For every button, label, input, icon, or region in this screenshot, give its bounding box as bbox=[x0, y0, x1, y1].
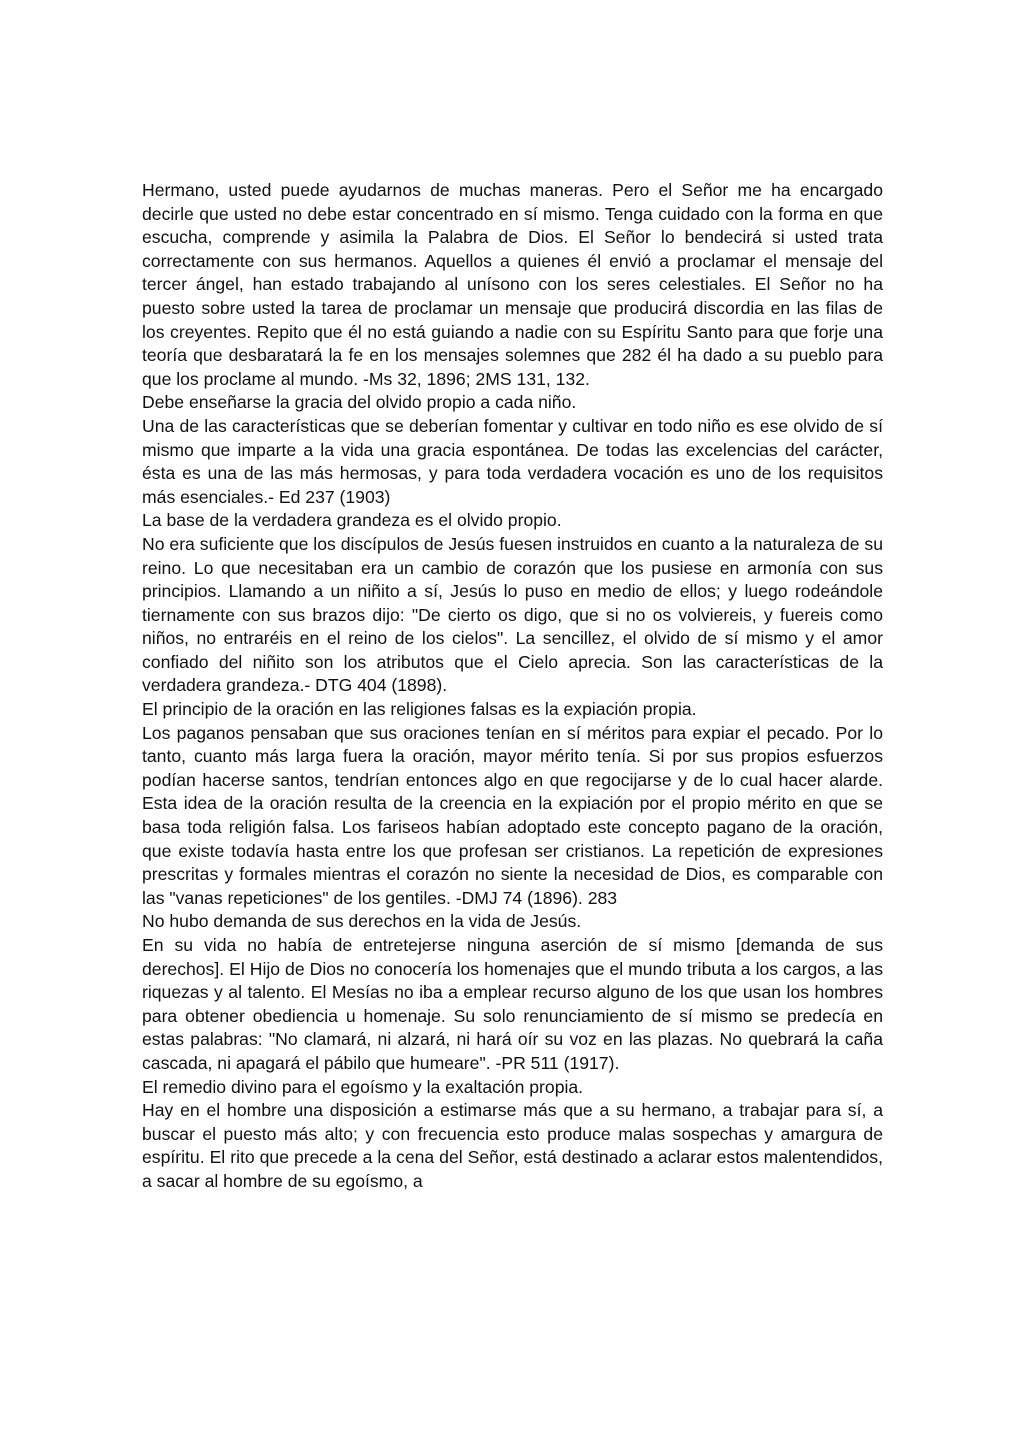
paragraph-disposition: Hay en el hombre una disposición a estimarse más que a su hermano, a trabajar para sí, a buscar el puesto más alto; y con frecuencia esto produce malas sospechas y amargura de espíritu. El rito que precede a la cena del Señor, está destinado a aclarar estos malentendidos, a sacar al hombre de su egoísmo, a bbox=[142, 1100, 883, 1191]
heading-true-greatness: La base de la verdadera grandeza es el olvido propio. bbox=[142, 510, 562, 531]
paragraph-life-of-jesus: En su vida no había de entretejerse ninguna aserción de sí mismo [demanda de sus derechos]. El Hijo de Dios no conocería los homenajes que el mundo tributa a los cargos, a las riquezas y al talento. El Mesías no iba a emplear recurso alguno de los que usan los hombres para obtener obediencia u homenaje. Su solo renunciamiento de sí mismo se predecía en estas palabras: "No clamará, ni alzará, ni hará oír su voz en las plazas. No quebrará la caña cascada, ni apagará el pábilo que humeare". -PR 511 (1917). bbox=[142, 935, 883, 1073]
paragraph-pagan-prayers: Los paganos pensaban que sus oraciones tenían en sí méritos para expiar el pecado. Por lo tanto, cuanto más larga fuera la oración, mayor mérito tenía. Si por sus propios esfuerzos podían hacerse santos, tendrían entonces algo en que regocijarse y de lo cual hacer alarde. Esta idea de la oración resulta de la creencia en la expiación por el propio mérito en que se basa toda religión falsa. Los fariseos habían adoptado este concepto pagano de la oración, que existe todavía hasta entre los que profesan ser cristianos. La repetición de expresiones prescritas y formales mientras el corazón no siente la necesidad de Dios, es comparable con las "vanas repeticiones" de los gentiles. -DMJ 74 (1896). 283 bbox=[142, 722, 883, 908]
paragraph-disciples: No era suficiente que los discípulos de Jesús fuesen instruidos en cuanto a la naturaleza de su reino. Lo que necesitaban era un cambio de corazón que los pusiese en armonía con sus principios. Llamando a un niñito a sí, Jesús lo puso en medio de ellos; y luego rodeándole tiernamente con sus brazos dijo: "De cierto os digo, que si no os volviereis, y fuereis como niños, no entraréis en el reino de los cielos". La sencillez, el olvido de sí mismo y el amor confiado del niñito son los atributos que el Cielo aprecia. Son las características de la verdadera grandeza.- DTG 404 (1898). bbox=[142, 533, 883, 696]
paragraph-brother-help: Hermano, usted puede ayudarnos de muchas maneras. Pero el Señor me ha encargado decirle que usted no debe estar concentrado en sí mismo. Tenga cuidado con la forma en que escucha, comprende y asimila la Palabra de Dios. El Señor lo bendecirá si usted trata correctamente con sus hermanos. Aquellos a quienes él envió a proclamar el mensaje del tercer ángel, han estado trabajando al unísono con los seres celestiales. El Señor no ha puesto sobre usted la tarea de proclamar un mensaje que producirá discordia en las filas de los creyentes. Repito que él no está guiando a nadie con su Espíritu Santo para que forje una teoría que desbaratará la fe en los mensajes solemnes que 282 él ha dado a su pueblo para que los proclame al mundo. -Ms 32, 1896; 2MS 131, 132. bbox=[142, 180, 883, 389]
heading-divine-remedy: El remedio divino para el egoísmo y la exaltación propia. bbox=[142, 1076, 584, 1097]
heading-no-demand-rights: No hubo demanda de sus derechos en la vida de Jesús. bbox=[142, 911, 582, 932]
heading-self-forgetfulness-child: Debe enseñarse la gracia del olvido propio a cada niño. bbox=[142, 392, 577, 413]
document-text bbox=[142, 179, 883, 1194]
paragraph-self-forgetfulness: Una de las características que se deberían fomentar y cultivar en todo niño es ese olvido de sí mismo que imparte a la vida una gracia espontánea. De todas las excelencias del carácter, ésta es una de las más hermosas, y para toda verdadera vocación es uno de los requisitos más esenciales.- Ed 237 (1903) bbox=[142, 415, 883, 507]
heading-prayer-false-religions: El principio de la oración en las religiones falsas es la expiación propia. bbox=[142, 699, 697, 720]
